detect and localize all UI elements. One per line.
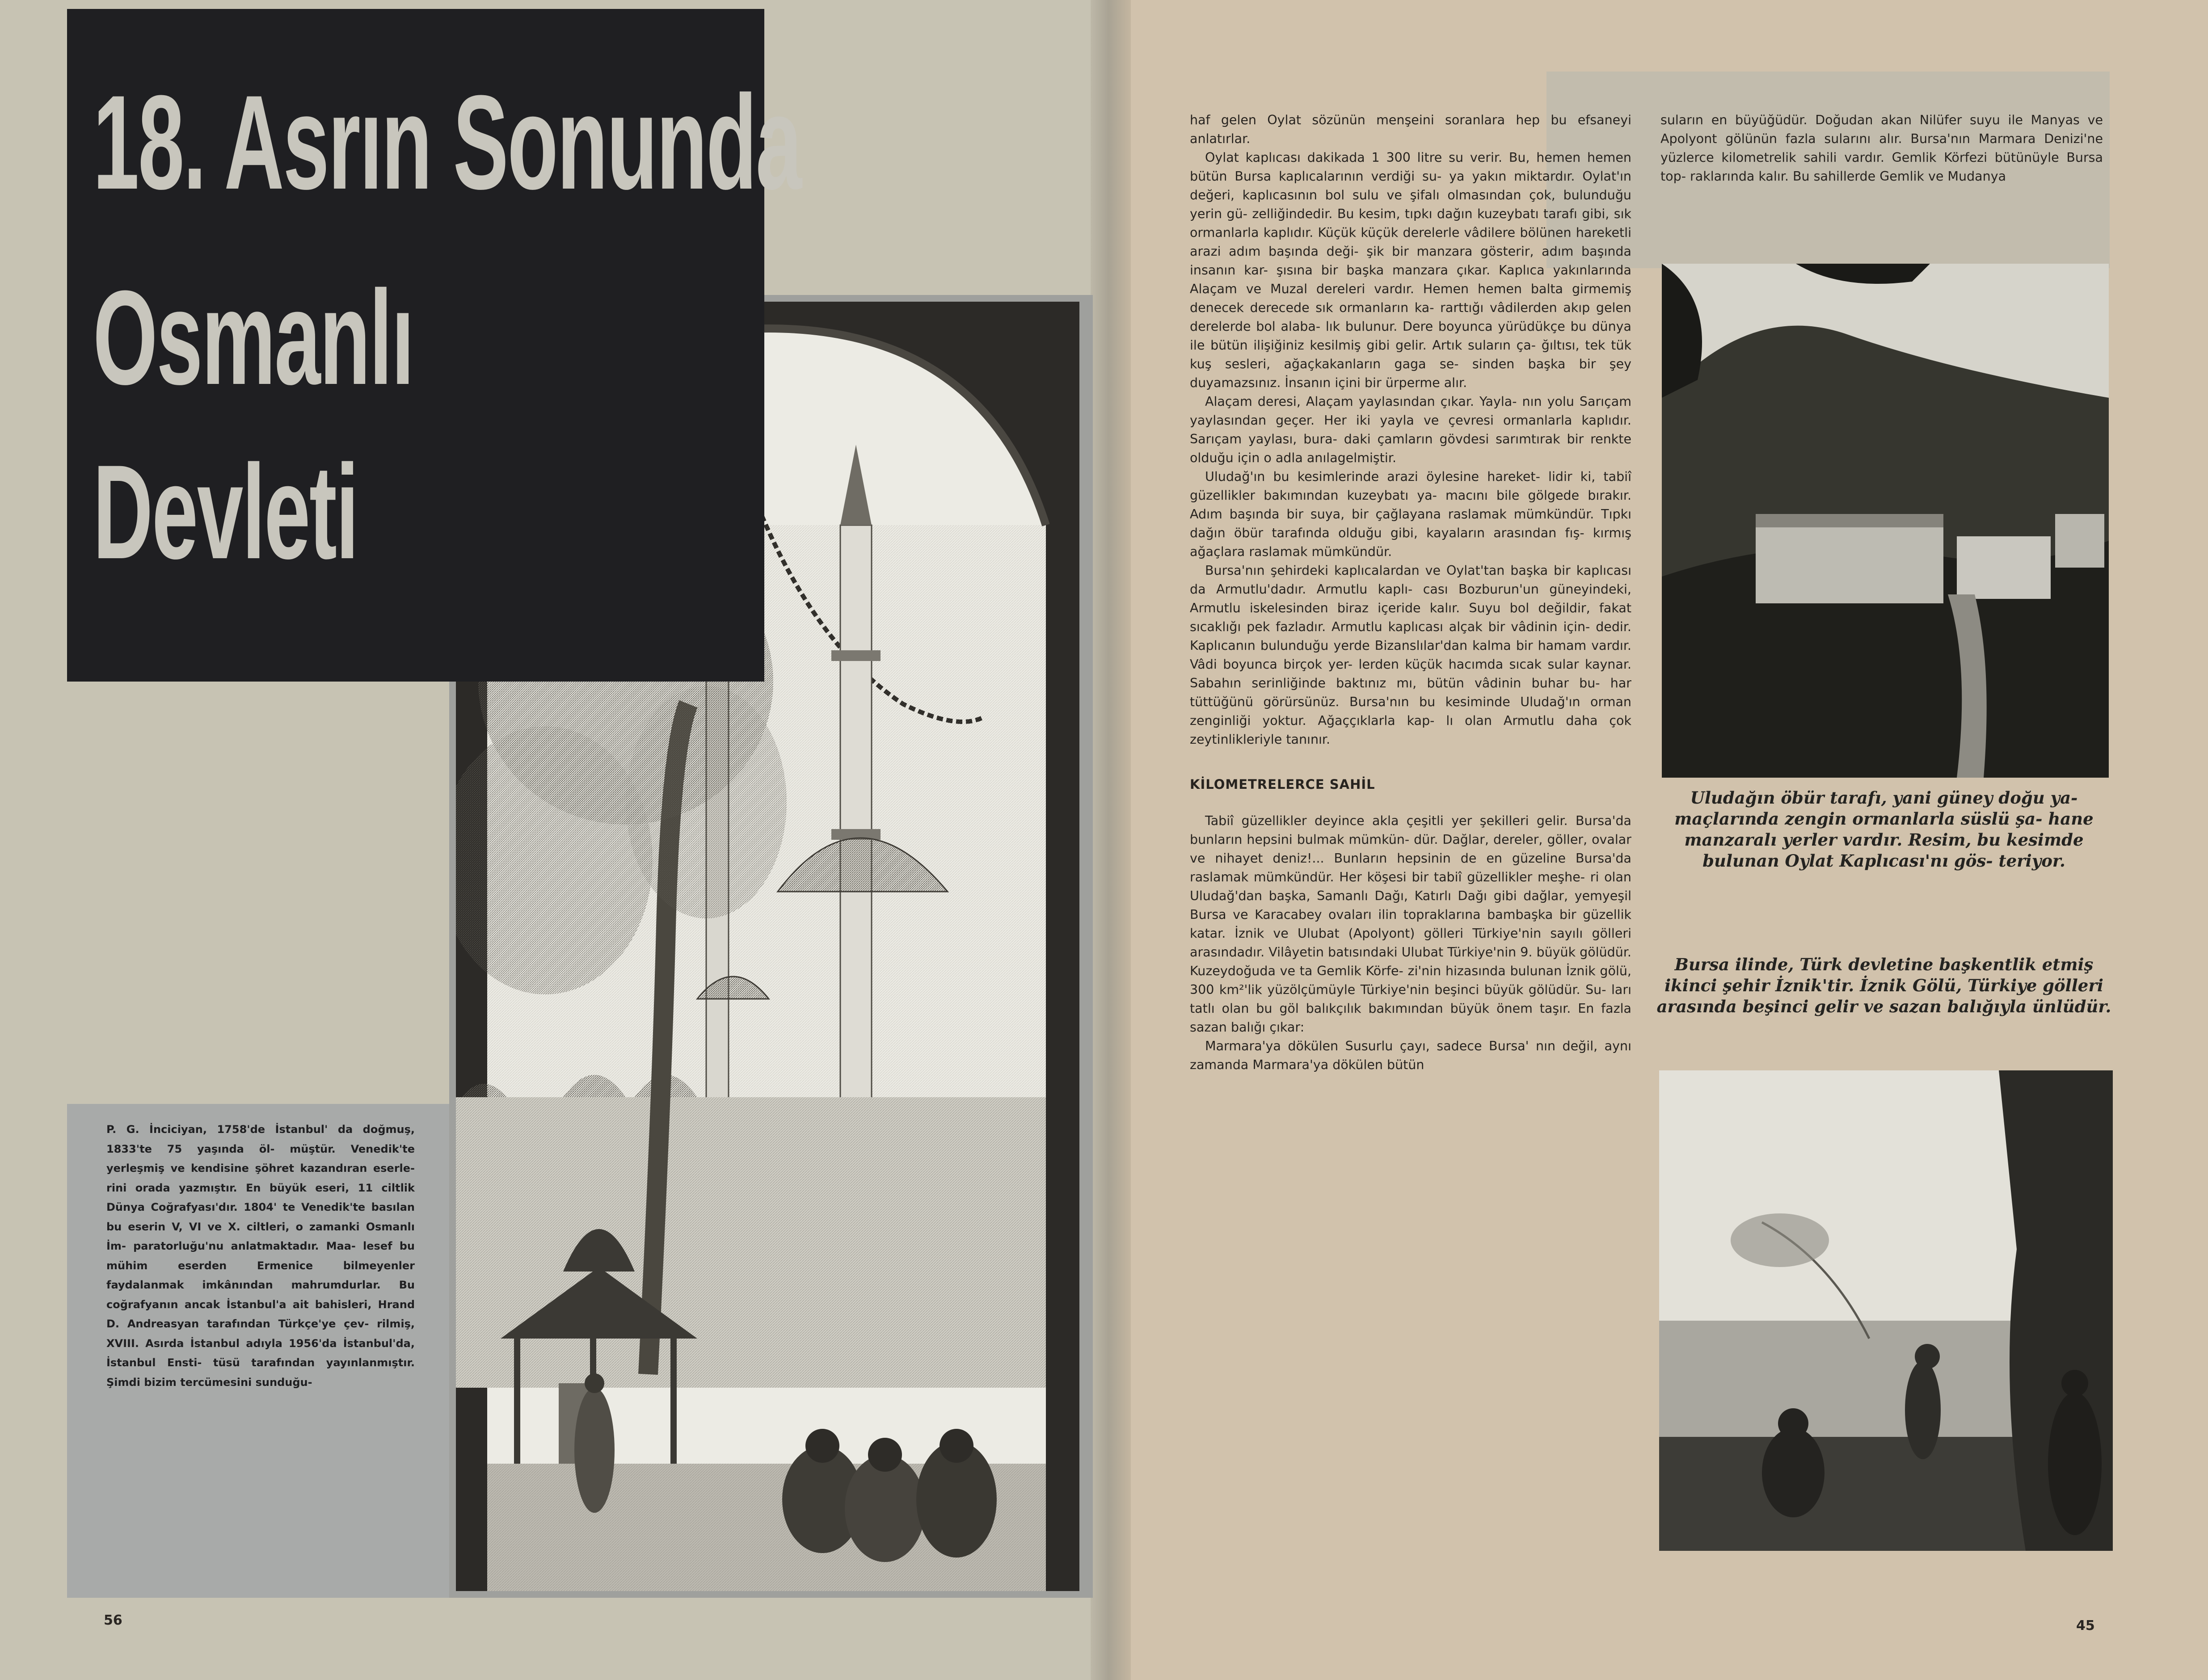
oylat-spa-photo: [1662, 264, 2109, 778]
title-line-2: Osmanlı: [93, 262, 413, 413]
photo-caption-1: Uludağın öbür tarafı, yani güney doğu ya- maçlarında zengin ormanlarla süslü şa- hane manzaralı yerler vardır. Resim, bu kesimde bulunan Oylat Kaplıcası'nı gös- teriyor.: [1674, 788, 2094, 871]
article-column-middle: [1190, 111, 1631, 1074]
paragraph: Marmara'ya dökülen Susurlu çayı, sadece Bursa' nın değil, aynı zamanda Marmara'ya dökülen bütün: [1190, 1039, 1631, 1072]
paragraph: Uludağ'ın bu kesimlerinde arazi öylesine hareket- lidir ki, tabiî güzellikler bakımından kuzeybatı ya- macını bile gölgede bırakır. Adım başında bir suya, bir çağlayana raslamak mümkündür. Tıpkı dağın öbür tarafında olduğu gibi, kayaların arasından fış- kırmış ağaçlara raslamak mümkündür.: [1190, 469, 1631, 559]
section-heading: KİLOMETRELERCE SAHİL: [1190, 777, 1375, 792]
paragraph: Oylat kaplıcası dakikada 1 300 litre su verir. Bu, hemen hemen bütün Bursa kaplıcalarının verdiği su- ya yakın miktardır. Oylat'ın değeri, kaplıcasının bol sulu ve şifalı olmasından çok, bulunduğu yerin gü- zelliğindedir. Bu kesim, tıpkı dağın kuzeybatı tarafı gibi, sık ormanlarla kaplıdır. Küçük küçük derelerle vâdilere bölünen hareketli arazi adım başında deği- şik bir manzara gösterir, adım başında insanın kar- şısına bir başka manzara çıkar. Kaplıca yakınlarında Alaçam ve Muzal dereleri vardır. Hemen hemen balta girmemiş denecek derecede sık ormanların ka- rarttığı vâdilerden akıp gelen derelerde bol alaba- lık bulunur. Dere boyunca yürüdükçe bu dünya ile bütün ilişiğiniz kesilmiş gibi gelir. Artık suların ça- ğıltısı, tek tük kuş sesleri, ağaçkakanların gaga se- sinden başka bir şey duyamazsınız. İnsanın içini bir ürperme alır.: [1190, 150, 1631, 390]
iznik-lake-photo: [1659, 1070, 2113, 1551]
paragraph: haf gelen Oylat sözünün menşeini soranlara hep bu efsaneyi anlatırlar.: [1190, 113, 1631, 146]
author-caption-box: [67, 1104, 449, 1598]
title-line-1: 18. Asrın Sonunda: [93, 67, 801, 217]
paragraph: Bursa'nın şehirdeki kaplıcalardan ve Oylat'tan başka bir kaplıcası da Armutlu'dadır. Armutlu kaplı- cası Bozburun'un güneyindeki, Armutlu iskelesinden biraz içeride kalır. Suyu bol değildir, fakat sıcaklığı pek fazladır. Armutlu kaplıcası alçak bir vâdinin için- dedir. Kaplıcanın bulunduğu yerde Bizanslılar'dan kalma bir hamam vardır. Vâdi boyunca birçok yer- lerden küçük hacımda sıcak sular kaynar. Sabahın serinliğinde baktınız mı, bütün vâdinin buhar bu- har tüttüğünü görürsünüz. Bursa'nın bu kesiminde Uludağ'ın orman zenginliği yoktur. Ağaççıklarla kap- lı olan Armutlu daha çok zeytinlikleriyle tanınır.: [1190, 563, 1631, 747]
author-caption-text: P. G. İnciciyan, 1758'de İstanbul' da doğmuş, 1833'te 75 yaşında öl- müştür. Venedik'te yerleşmiş ve kendisine şöhret kazandıran eserle- rini orada yazmıştır. En büyük eseri, 11 ciltlik Dünya Coğrafyası'dır. 1804' te Venedik'te basılan bu eserin V, VI ve X. ciltleri, o zamanki Osmanlı İm- paratorluğu'nu anlatmaktadır. Maa- lesef bu mühim eserden Ermenice bilmeyenler faydalanmak imkânından mahrumdurlar. Bu coğrafyanın ancak İstanbul'a ait bahisleri, Hrand D. Andreasyan tarafından Türkçe'ye çev- rilmiş, XVIII. Asırda İstanbul adıyla 1956'da İstanbul'da, İstanbul Ensti- tüsü tarafından yayınlanmıştır. Şimdi bizim tercümesini sunduğu-: [106, 1123, 415, 1389]
article-column-right: [1660, 111, 2103, 186]
paragraph: Alaçam deresi, Alaçam yaylasından çıkar. Yayla- nın yolu Sarıçam yaylasından geçer. Her iki yayla ve çevresi ormanlarla kaplıdır. Sarıçam yaylası, bura- daki çamların gövdesi sarımtırak bir renkte olduğu için o adla anılagelmiştir.: [1190, 394, 1631, 465]
page-gutter: [1091, 0, 1131, 1680]
page-number-right: 45: [2076, 1618, 2095, 1634]
paragraph: Tabiî güzellikler deyince akla çeşitli yer şekilleri gelir. Bursa'da bunların hepsini bulmak mümkün- dür. Dağlar, dereler, göller, ovalar ve nihayet deniz!... Bunların hepsinin de en güzeline Bursa'da raslamak mümkündür. Her köşesi bir tabiî güzellikler meşhe- ri olan Uludağ'dan başka, Samanlı Dağı, Katırlı Dağı gibi dağlar, yemyeşil Bursa ve Karacabey ovaları ilin topraklarına bambaşka bir güzellik katar. İznik ve Ulubat (Apolyont) gölleri Türkiye'nin sayılı gölleri arasındadır. Vilâyetin batısındaki Ulubat Türkiye'nin 9. büyük gölüdür. Kuzeydoğuda ve ta Gemlik Körfe- zi'nin hizasında bulunan İznik gölü, 300 km²'lik yüzölçümüyle Türkiye'nin beşinci büyük gölüdür. Su- ları tatlı olan bu göl balıkçılık bakımından büyük önem taşır. En fazla sazan balığı çıkar:: [1190, 813, 1631, 1035]
page-number-left: 56: [104, 1613, 122, 1628]
title-line-3: Devleti: [93, 437, 358, 587]
article-title: [67, 9, 801, 682]
paragraph: suların en büyüğüdür. Doğudan akan Nilüfer suyu ile Manyas ve Apolyont gölünün fazla sularını alır. Bursa'nın Marmara Denizi'ne yüzlerce kilometrelik sahili vardır. Gemlik Körfezi bütünüyle Bursa top- raklarında kalır. Bu sahillerde Gemlik ve Mudanya: [1660, 113, 2103, 184]
photo-caption-2: Bursa ilinde, Türk devletine başkentlik etmiş ikinci şehir İznik'tir. İznik Gölü, Türkiye gölleri arasında beşinci gelir ve sazan balığıyla ünlüdür.: [1656, 955, 2111, 1016]
